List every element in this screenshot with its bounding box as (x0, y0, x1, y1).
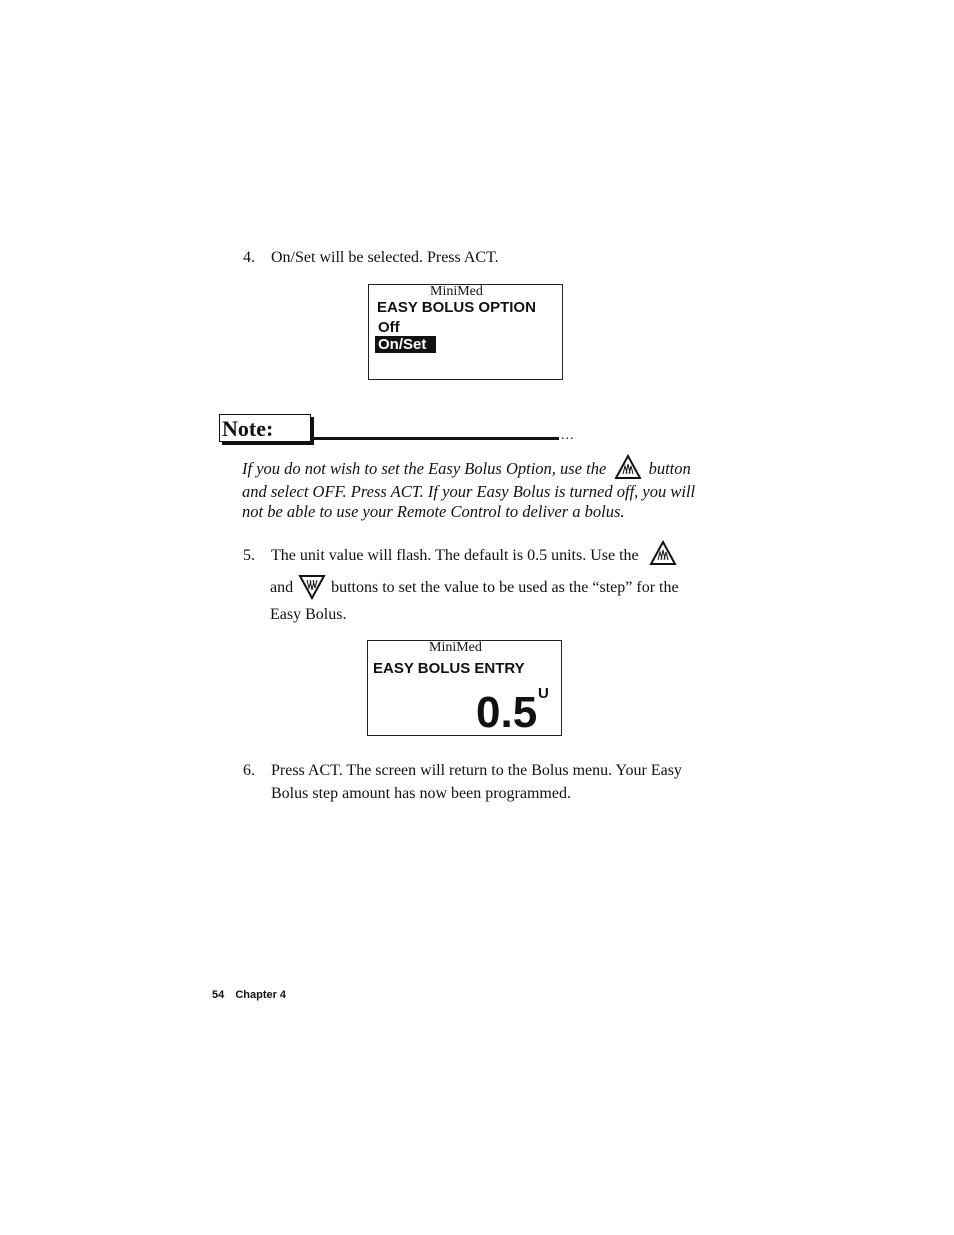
step-number: 6. (243, 762, 255, 779)
option-selected-row (375, 336, 436, 353)
option-on-set-selected: On/Set (375, 336, 436, 353)
step-6 (243, 759, 723, 805)
screen-title: EASY BOLUS OPTION (377, 299, 536, 316)
pump-screen-easy-bolus-entry (367, 640, 562, 736)
note-dots: ... (561, 428, 575, 443)
note-text (242, 454, 717, 523)
step-text: On/Set will be selected. Press ACT. (271, 249, 499, 266)
screen-brand: MiniMed (430, 284, 483, 299)
step-number: 4. (243, 249, 255, 266)
step-5-text-c: buttons to set the value to be used as the “step” for the (331, 579, 679, 596)
note-line-2: and select OFF. Press ACT. If your Easy Bolus is turned off, you will (242, 482, 696, 501)
down-arrow-button-icon (298, 572, 326, 600)
option-off: Off (378, 319, 400, 336)
chapter-label: Chapter 4 (235, 989, 287, 1001)
step-number: 5. (243, 547, 255, 564)
pump-screen-easy-bolus-option (368, 284, 563, 380)
bolus-value: 0.5 (476, 688, 538, 737)
note-line-1b: button (648, 458, 691, 478)
note-label: Note: (219, 414, 311, 442)
page-footer (212, 989, 286, 1001)
step-6-line-1: Press ACT. The screen will return to the Bolus menu. Your Easy (271, 762, 682, 779)
step-5 (243, 544, 723, 634)
step-4 (243, 246, 723, 269)
up-arrow-button-icon (614, 454, 642, 482)
note-line-1a: If you do not wish to set the Easy Bolus Option, use the (242, 458, 607, 478)
step-5-text-b: and (270, 579, 294, 596)
page-number: 54 (212, 989, 225, 1001)
step-5-text-d: Easy Bolus. (270, 606, 347, 623)
step-5-text-a: The unit value will flash. The default is 0.5 units. Use the (271, 547, 639, 564)
up-arrow-button-icon (649, 540, 677, 568)
screen-title: EASY BOLUS ENTRY (373, 660, 525, 677)
note-line-3: not be able to use your Remote Control to deliver a bolus. (242, 502, 625, 521)
bolus-unit: U (538, 685, 549, 702)
screen-brand: MiniMed (429, 640, 482, 655)
step-6-line-2: Bolus step amount has now been programmed. (271, 785, 571, 802)
note-rule (311, 437, 559, 440)
